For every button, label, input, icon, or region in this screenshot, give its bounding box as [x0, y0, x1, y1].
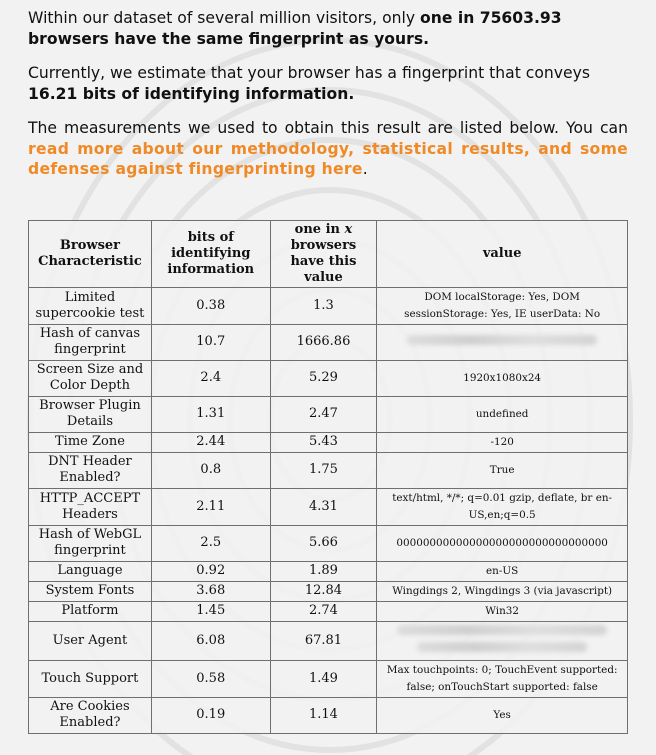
row-value: DOM localStorage: Yes, DOM sessionStorage: Yes, IE userData: No — [377, 287, 628, 324]
row-value: Max touchpoints: 0; TouchEvent supported: false; onTouchStart supported: false — [377, 660, 628, 697]
row-bits: 2.4 — [151, 360, 270, 396]
row-characteristic: Screen Size and Color Depth — [29, 360, 152, 396]
table-row — [29, 432, 628, 452]
row-one-in: 4.31 — [270, 488, 377, 525]
methodology-period: . — [362, 160, 368, 178]
row-one-in: 1.49 — [270, 660, 377, 697]
row-value: en-US — [377, 561, 628, 581]
header-bits: bits of identifying information — [151, 220, 270, 287]
row-characteristic: Limited supercookie test — [29, 287, 152, 324]
row-characteristic: Platform — [29, 601, 152, 621]
row-one-in: 67.81 — [270, 621, 377, 660]
row-value-redacted — [377, 621, 628, 660]
table-header-row — [29, 220, 628, 287]
row-one-in: 1.14 — [270, 697, 377, 733]
row-one-in: 1666.86 — [270, 324, 377, 360]
table-row — [29, 287, 628, 324]
row-characteristic: Language — [29, 561, 152, 581]
row-value: Yes — [377, 697, 628, 733]
row-characteristic: DNT Header Enabled? — [29, 452, 152, 488]
row-one-in: 12.84 — [270, 581, 377, 601]
row-one-in: 2.47 — [270, 396, 377, 432]
row-bits: 0.38 — [151, 287, 270, 324]
row-bits: 0.58 — [151, 660, 270, 697]
methodology-paragraph — [28, 118, 628, 180]
row-one-in: 1.75 — [270, 452, 377, 488]
row-bits: 0.19 — [151, 697, 270, 733]
fingerprint-results-table — [28, 220, 628, 734]
row-value: text/html, */*; q=0.01 gzip, deflate, br en-US,en;q=0.5 — [377, 488, 628, 525]
bits-summary — [28, 63, 628, 104]
table-row — [29, 324, 628, 360]
table-row — [29, 396, 628, 432]
row-one-in: 1.3 — [270, 287, 377, 324]
row-value: 1920x1080x24 — [377, 360, 628, 396]
row-characteristic: Hash of canvas fingerprint — [29, 324, 152, 360]
redacted-value — [417, 642, 587, 652]
methodology-link[interactable]: read more about our methodology, statistical results, and some defenses against fingerprinting here — [28, 139, 628, 178]
row-characteristic: Time Zone — [29, 432, 152, 452]
row-value: True — [377, 452, 628, 488]
main-content — [28, 0, 628, 734]
redacted-value — [397, 625, 607, 635]
row-one-in: 2.74 — [270, 601, 377, 621]
table-row — [29, 697, 628, 733]
row-value: Win32 — [377, 601, 628, 621]
row-bits: 10.7 — [151, 324, 270, 360]
row-bits: 1.31 — [151, 396, 270, 432]
row-one-in: 5.29 — [270, 360, 377, 396]
row-value: 00000000000000000000000000000000 — [377, 525, 628, 561]
row-value: Wingdings 2, Wingdings 3 (via javascript) — [377, 581, 628, 601]
bits-text: Currently, we estimate that your browser has a fingerprint that conveys — [28, 64, 590, 82]
redacted-value — [407, 335, 597, 345]
row-one-in: 5.66 — [270, 525, 377, 561]
row-characteristic: Are Cookies Enabled? — [29, 697, 152, 733]
summary-highlight: one in 75603.93 browsers have the same fingerprint as yours. — [28, 9, 562, 48]
row-characteristic: Touch Support — [29, 660, 152, 697]
row-bits: 2.44 — [151, 432, 270, 452]
table-row — [29, 525, 628, 561]
header-one-in: one in x browsers have this value — [270, 220, 377, 287]
table-row — [29, 581, 628, 601]
methodology-text: The measurements we used to obtain this result are listed below. You can — [28, 119, 628, 137]
row-one-in: 1.89 — [270, 561, 377, 581]
row-bits: 6.08 — [151, 621, 270, 660]
row-bits: 1.45 — [151, 601, 270, 621]
row-value: -120 — [377, 432, 628, 452]
table-row — [29, 601, 628, 621]
row-bits: 0.92 — [151, 561, 270, 581]
row-bits: 3.68 — [151, 581, 270, 601]
row-characteristic: Hash of WebGL fingerprint — [29, 525, 152, 561]
row-characteristic: User Agent — [29, 621, 152, 660]
row-bits: 2.5 — [151, 525, 270, 561]
header-value: value — [377, 220, 628, 287]
table-row — [29, 360, 628, 396]
row-bits: 2.11 — [151, 488, 270, 525]
row-one-in: 5.43 — [270, 432, 377, 452]
table-row — [29, 660, 628, 697]
bits-highlight: 16.21 bits of identifying information. — [28, 84, 355, 103]
row-bits: 0.8 — [151, 452, 270, 488]
row-characteristic: Browser Plugin Details — [29, 396, 152, 432]
table-row — [29, 561, 628, 581]
summary-text: Within our dataset of several million visitors, only — [28, 9, 421, 27]
table-row — [29, 452, 628, 488]
table-row — [29, 488, 628, 525]
row-value-redacted — [377, 324, 628, 360]
row-characteristic: HTTP_ACCEPT Headers — [29, 488, 152, 525]
uniqueness-summary — [28, 8, 628, 49]
row-value: undefined — [377, 396, 628, 432]
header-characteristic: Browser Characteristic — [29, 220, 152, 287]
row-characteristic: System Fonts — [29, 581, 152, 601]
table-row — [29, 621, 628, 660]
